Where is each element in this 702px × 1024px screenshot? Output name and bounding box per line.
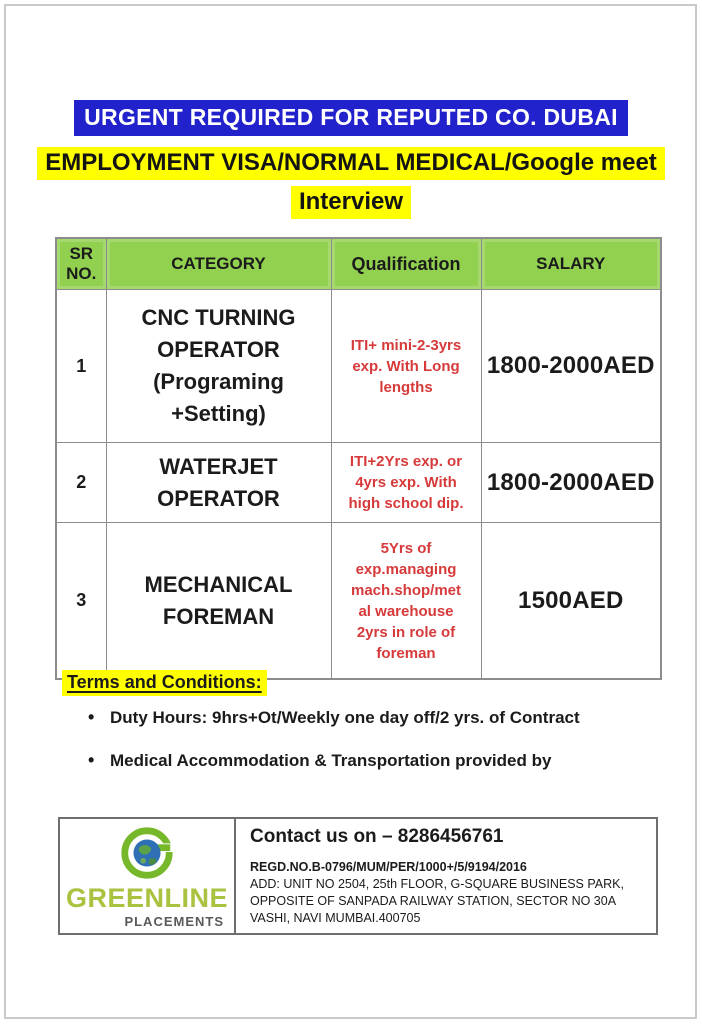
table-row xyxy=(56,443,661,523)
brand-name: GREENLINE xyxy=(65,883,229,913)
table-row xyxy=(56,523,661,680)
row-category: MECHANICAL FOREMAN xyxy=(106,523,331,680)
greenline-globe-logo-icon xyxy=(118,824,176,882)
footer-contact-box xyxy=(58,817,658,935)
jobs-table xyxy=(55,237,662,680)
row-sr: 2 xyxy=(56,443,106,523)
header-salary: SALARY xyxy=(481,238,661,290)
company-address: ADD: UNIT NO 2504, 25th FLOOR, G-SQUARE BUSINESS PARK, OPPOSITE OF SANPADA RAILWAY STATION, SECTOR NO 30A VASHI, NAVI MUMBAI.400705 xyxy=(250,877,624,925)
row-salary: 1500AED xyxy=(481,523,661,680)
terms-list xyxy=(88,708,662,794)
subtitle-line-2: Interview xyxy=(291,186,411,219)
contact-phone: Contact us on – 8286456761 xyxy=(250,826,504,847)
registration-number: REGD.NO.B-0796/MUM/PER/1000+/5/9194/2016 xyxy=(250,860,527,874)
row-sr: 1 xyxy=(56,290,106,443)
banner-row xyxy=(0,100,702,136)
terms-heading: Terms and Conditions: xyxy=(62,670,267,696)
row-qualification: 5Yrs of exp.managing mach.shop/met al warehouse 2yrs in role of foreman xyxy=(331,523,481,680)
header-category: CATEGORY xyxy=(106,238,331,290)
header-sr-no: SR NO. xyxy=(56,238,106,290)
list-item: • Duty Hours: 9hrs+Ot/Weekly one day off/2 yrs. of Contract xyxy=(88,708,662,728)
list-item: • Medical Accommodation & Transportation provided by xyxy=(88,751,662,771)
row-qualification: ITI+ mini-2-3yrs exp. With Long lengths xyxy=(331,290,481,443)
row-category: CNC TURNING OPERATOR (Programing +Setting) xyxy=(106,290,331,443)
row-sr: 3 xyxy=(56,523,106,680)
header-qualification: Qualification xyxy=(331,238,481,290)
row-salary: 1800-2000AED xyxy=(481,443,661,523)
brand-logo-cell xyxy=(60,819,236,933)
terms-heading-row xyxy=(62,670,267,696)
subtitle-line-1: EMPLOYMENT VISA/NORMAL MEDICAL/Google meet xyxy=(37,147,665,180)
page-title: URGENT REQUIRED FOR REPUTED CO. DUBAI xyxy=(74,100,628,136)
row-salary: 1800-2000AED xyxy=(481,290,661,443)
table-header-row xyxy=(56,238,661,290)
table-row xyxy=(56,290,661,443)
row-category: WATERJET OPERATOR xyxy=(106,443,331,523)
subtitle-row-2 xyxy=(0,186,702,219)
contact-info-cell xyxy=(236,819,656,933)
subtitle-row-1 xyxy=(0,147,702,180)
row-qualification: ITI+2Yrs exp. or 4yrs exp. With high school dip. xyxy=(331,443,481,523)
brand-subtitle: PLACEMENTS xyxy=(124,914,224,929)
